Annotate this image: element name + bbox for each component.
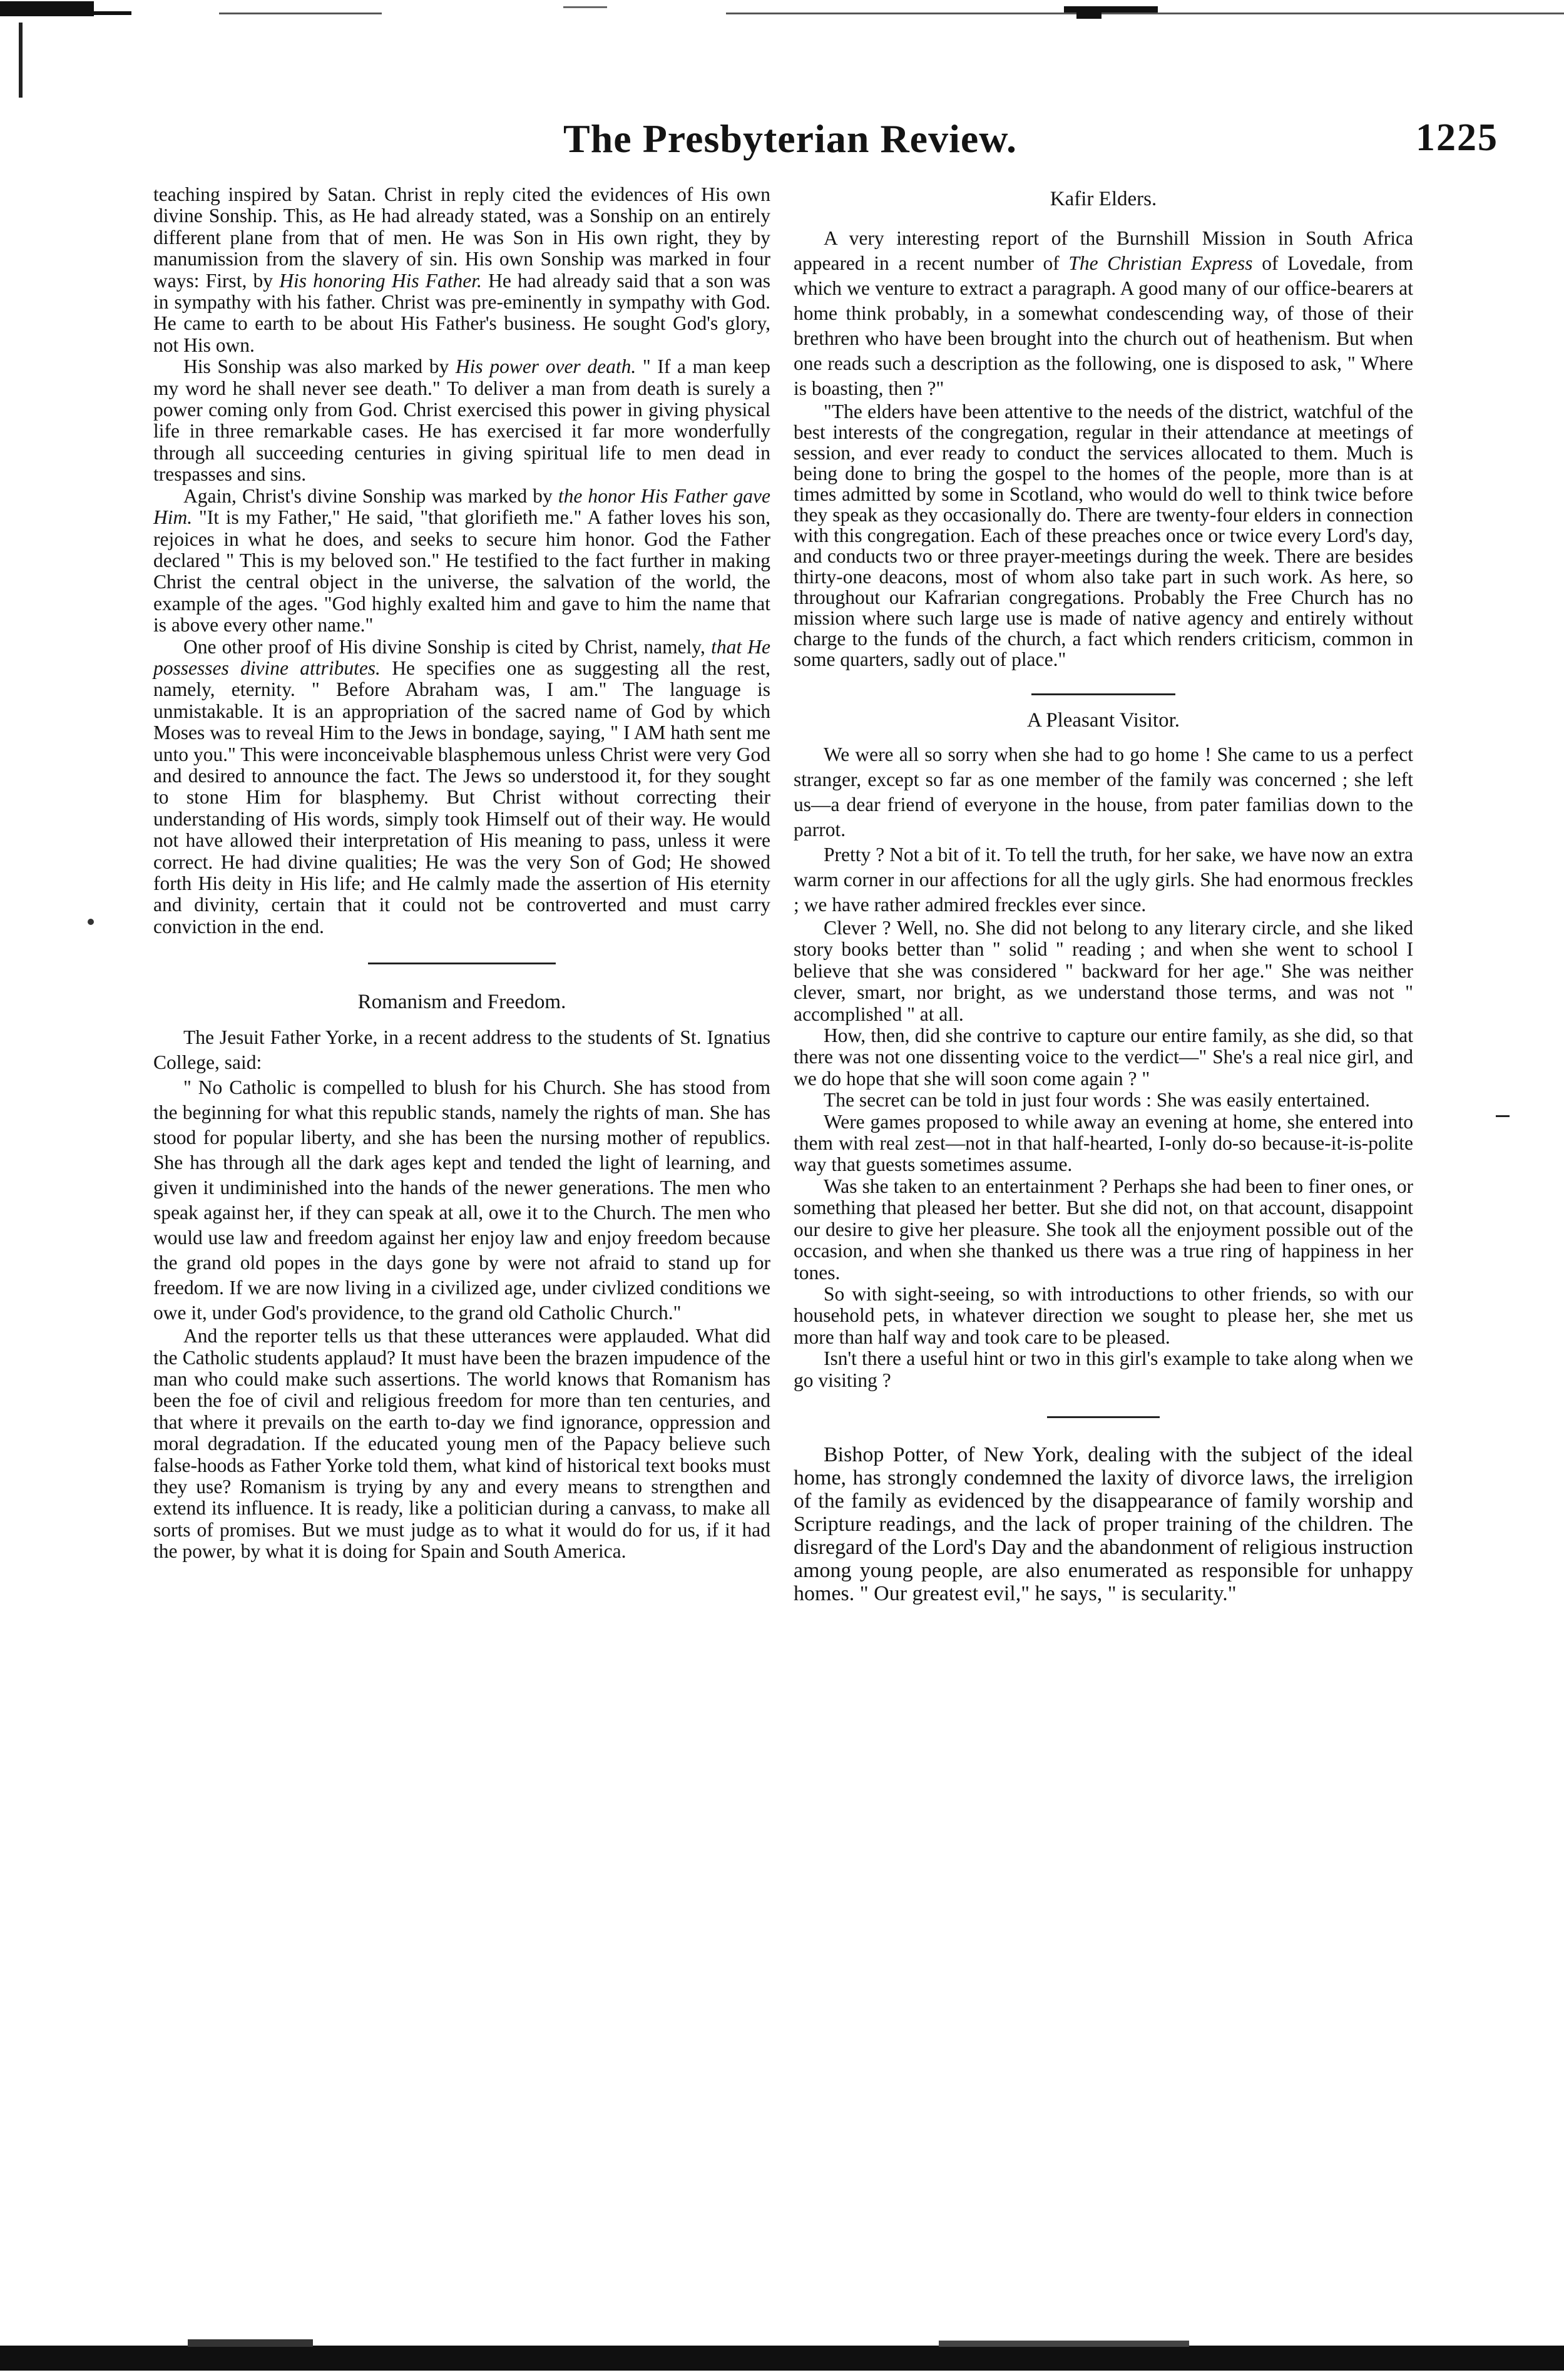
paragraph: Were games proposed to while away an evening at home, she entered into them with real zest—not in that half-hearted, I-only do-so because-it-is-polite way that guests sometimes assume.	[794, 1110, 1413, 1176]
paragraph: And the reporter tells us that these utterances were applauded. What did the Catholic students applaud? It must have been the brazen impudence of the man who could make such assertions. The world knows that Romanism has been the foe of civil and religious freedom for more than ten centuries, and that where it prevails on the earth to-day we find ignorance, oppression and moral degradation. If the educated young men of the Papacy believe such false-hoods as Father Yorke told them, what kind of historical text books must they use? Romanism is trying by any and every means to strengthen and extend its influence. It is ready, like a politician during a canvass, to make all sorts of promises. But we must judge as to what it would do for us, if it had the power, by what it is doing for Spain and South America.	[153, 1325, 770, 1563]
margin-dot	[88, 919, 94, 925]
quotation: " No Catholic is compelled to blush for his Church. She has stood from the beginning for what this republic stands, namely the rights of man. She has stood for popular liberty, and she has been the nursing mother of republics. She has through all the dark ages kept and tended the light of learning, and given it undiminished into the hands of the newer generations. The men who speak against her, if they can speak at all, owe it to the Church. The men who would use law and freedom against her enjoy law and enjoy freedom because the grand old popes in the days gone by were not afraid to stand up for freedom. If we are now living in a civilized age, under civlized conditions we owe it, under God's providence, to the grand old Catholic Church."	[153, 1076, 770, 1324]
paragraph: Bishop Potter, of New York, dealing with the subject of the ideal home, has strongly condemned the laxity of divorce laws, the irreligion of the family as evidenced by the disappearance of family worship and Scripture readings, and the lack of proper training of the children. The disregard of the Lord's Day and the abandonment of religious instruction among young people, are also enumerated as responsible for unhappy homes. " Our greatest evil," he says, " is secularity."	[794, 1443, 1413, 1605]
left-column	[153, 184, 770, 1563]
paragraph: Clever ? Well, no. She did not belong to any literary circle, and she liked story books better than " solid " reading ; and when she went to school I believe that she was considered " backward for her age." She was neither clever, smart, nor bright, as we understand those terms, and was not " accomplished " at all.	[794, 917, 1413, 1025]
section-heading: Romanism and Freedom.	[357, 991, 566, 1014]
journal-title: The Presbyterian Review.	[563, 116, 1017, 161]
section-divider	[1047, 1416, 1160, 1418]
bottom-scan-border	[0, 2339, 1564, 2380]
paragraph: Pretty ? Not a bit of it. To tell the truth, for her sake, we have now an extra warm corner in our affections for all the ugly girls. She had enormous freckles ; we have rather admired freckles ever since.	[794, 844, 1413, 916]
top-scan-border	[0, 0, 1564, 21]
margin-mark	[1496, 1115, 1510, 1117]
section-heading: A Pleasant Visitor.	[1026, 709, 1180, 732]
right-column	[794, 184, 1413, 1605]
left-margin-mark	[19, 23, 23, 98]
paragraph: Was she taken to an entertainment ? Perhaps she had been to finer ones, or something that pleased her better. But she did not, on that account, disappoint our desire to give her pleasure. She took all the enjoyment possible out of the occasion, and when she thanked us there was a true ring of happiness in her tones.	[794, 1175, 1413, 1284]
paragraph: How, then, did she contrive to capture our entire family, as she did, so that there was not one dissenting voice to the verdict—" She's a real nice girl, and we do hope that she will soon come again ? "	[794, 1024, 1413, 1090]
section-heading: Kafir Elders.	[1050, 188, 1157, 210]
page-number: 1225	[1416, 116, 1498, 159]
paragraph: A very interesting report of the Burnshill Mission in South Africa appeared in a recent number of The Christian Express of Lovedale, from which we venture to extract a paragraph. A good many of our office-bearers at home think probably, in a somewhat condescending way, of those of their brethren who have been brought into the church out of heathenism. But when one reads such a description as the following, one is disposed to ask, " Where is boasting, then ?"	[794, 227, 1414, 399]
paragraph: Again, Christ's divine Sonship was marked by the honor His Father gave Him. "It is my Father," He said, "that glorifieth me." A father loves his son, rejoices in what he does, and seeks to secure him honor. God the Father declared " This is my beloved son." He testified to the fact further in making Christ the central object in the universe, the salvation of the world, the example of the ages. "God highly exalted him and gave to him the name that is above every other name."	[153, 484, 770, 636]
paragraph: So with sight-seeing, so with introductions to other friends, so with our household pets, in whatever direction we sought to please her, she met us more than half way and took care to be pleased.	[794, 1282, 1413, 1348]
section-divider	[368, 963, 556, 964]
paragraph: Isn't there a useful hint or two in this girl's example to take along when we go visiting ?	[794, 1347, 1413, 1391]
paragraph: The Jesuit Father Yorke, in a recent address to the students of St. Ignatius College, said:	[153, 1026, 770, 1074]
running-header	[0, 116, 1564, 172]
paragraph: We were all so sorry when she had to go home ! She came to us a perfect stranger, except so far as one member of the family was concerned ; she left us—a dear friend of everyone in the house, from pater familias down to the parrot.	[794, 743, 1413, 840]
paragraph: One other proof of His divine Sonship is cited by Christ, namely, that He possesses divine attributes. He specifies one as suggesting all the rest, namely, eternity. " Before Abraham was, I am." The language is unmistakable. It is an appropriation of the sacred name of God by which Moses was to reveal Him to the Jews in bondage, saying, " I AM hath sent me unto you." This were inconceivable blasphemous unless Christ were very God and desired to announce the fact. The Jews so understood it, for they sought to stone Him for blasphemy. But Christ without correcting their understanding of His words, simply took Himself out of their way. He would not have allowed their interpretation of His meaning to pass, unless it were correct. He had divine qualities; He was the very Son of God; He showed forth His deity in His life; and He calmly made the assertion of His eternity and divinity, certain that it could not be controverted and must carry conviction in the end.	[153, 635, 770, 937]
section-divider	[1031, 693, 1175, 695]
paragraph: His Sonship was also marked by His power over death. " If a man keep my word he shall never see death." To deliver a man from death is surely a power coming only from God. Christ exercised this power in giving physical life in three remarkable cases. He has exercised it far more wonderfully through all succeeding centuries in giving spiritual life to men dead in trespasses and sins.	[153, 355, 771, 486]
paragraph: teaching inspired by Satan. Christ in reply cited the evidences of His own divine Sonship. This, as He had already stated, was a Sonship on an entirely different plane from that of men. He was Son in His own right, they by manumission from the slavery of sin. His own Sonship was marked in four ways: First, by His honoring His Father. He had already said that a son was in sympathy with his father. Christ was pre-eminently in sympathy with God. He came to earth to be about His Father's business. He sought God's glory, not His own.	[153, 183, 770, 356]
quotation: "The elders have been attentive to the needs of the district, watchful of the best interests of the congregation, regular in their attendance at meetings of session, and ever ready to conduct the services allocated to them. Much is being done to bring the gospel to the homes of the people, more than is at times admitted by some in Scotland, who would do well to think twice before they speak as they occasionally do. There are twenty-four elders in connection with this congregation. Each of these preaches once or twice every Lord's day, and conducts two or three prayer-meetings during the week. There are besides thirty-one deacons, most of whom also take part in such work. As here, so throughout our Kafrarian congregations. Probably the Free Church has no mission where such large use is made of native agency and entirely without charge to the funds of the church, a fact which renders criticism, common in some quarters, sadly out of place."	[794, 401, 1413, 670]
paragraph: The secret can be told in just four words : She was easily entertained.	[824, 1089, 1370, 1111]
